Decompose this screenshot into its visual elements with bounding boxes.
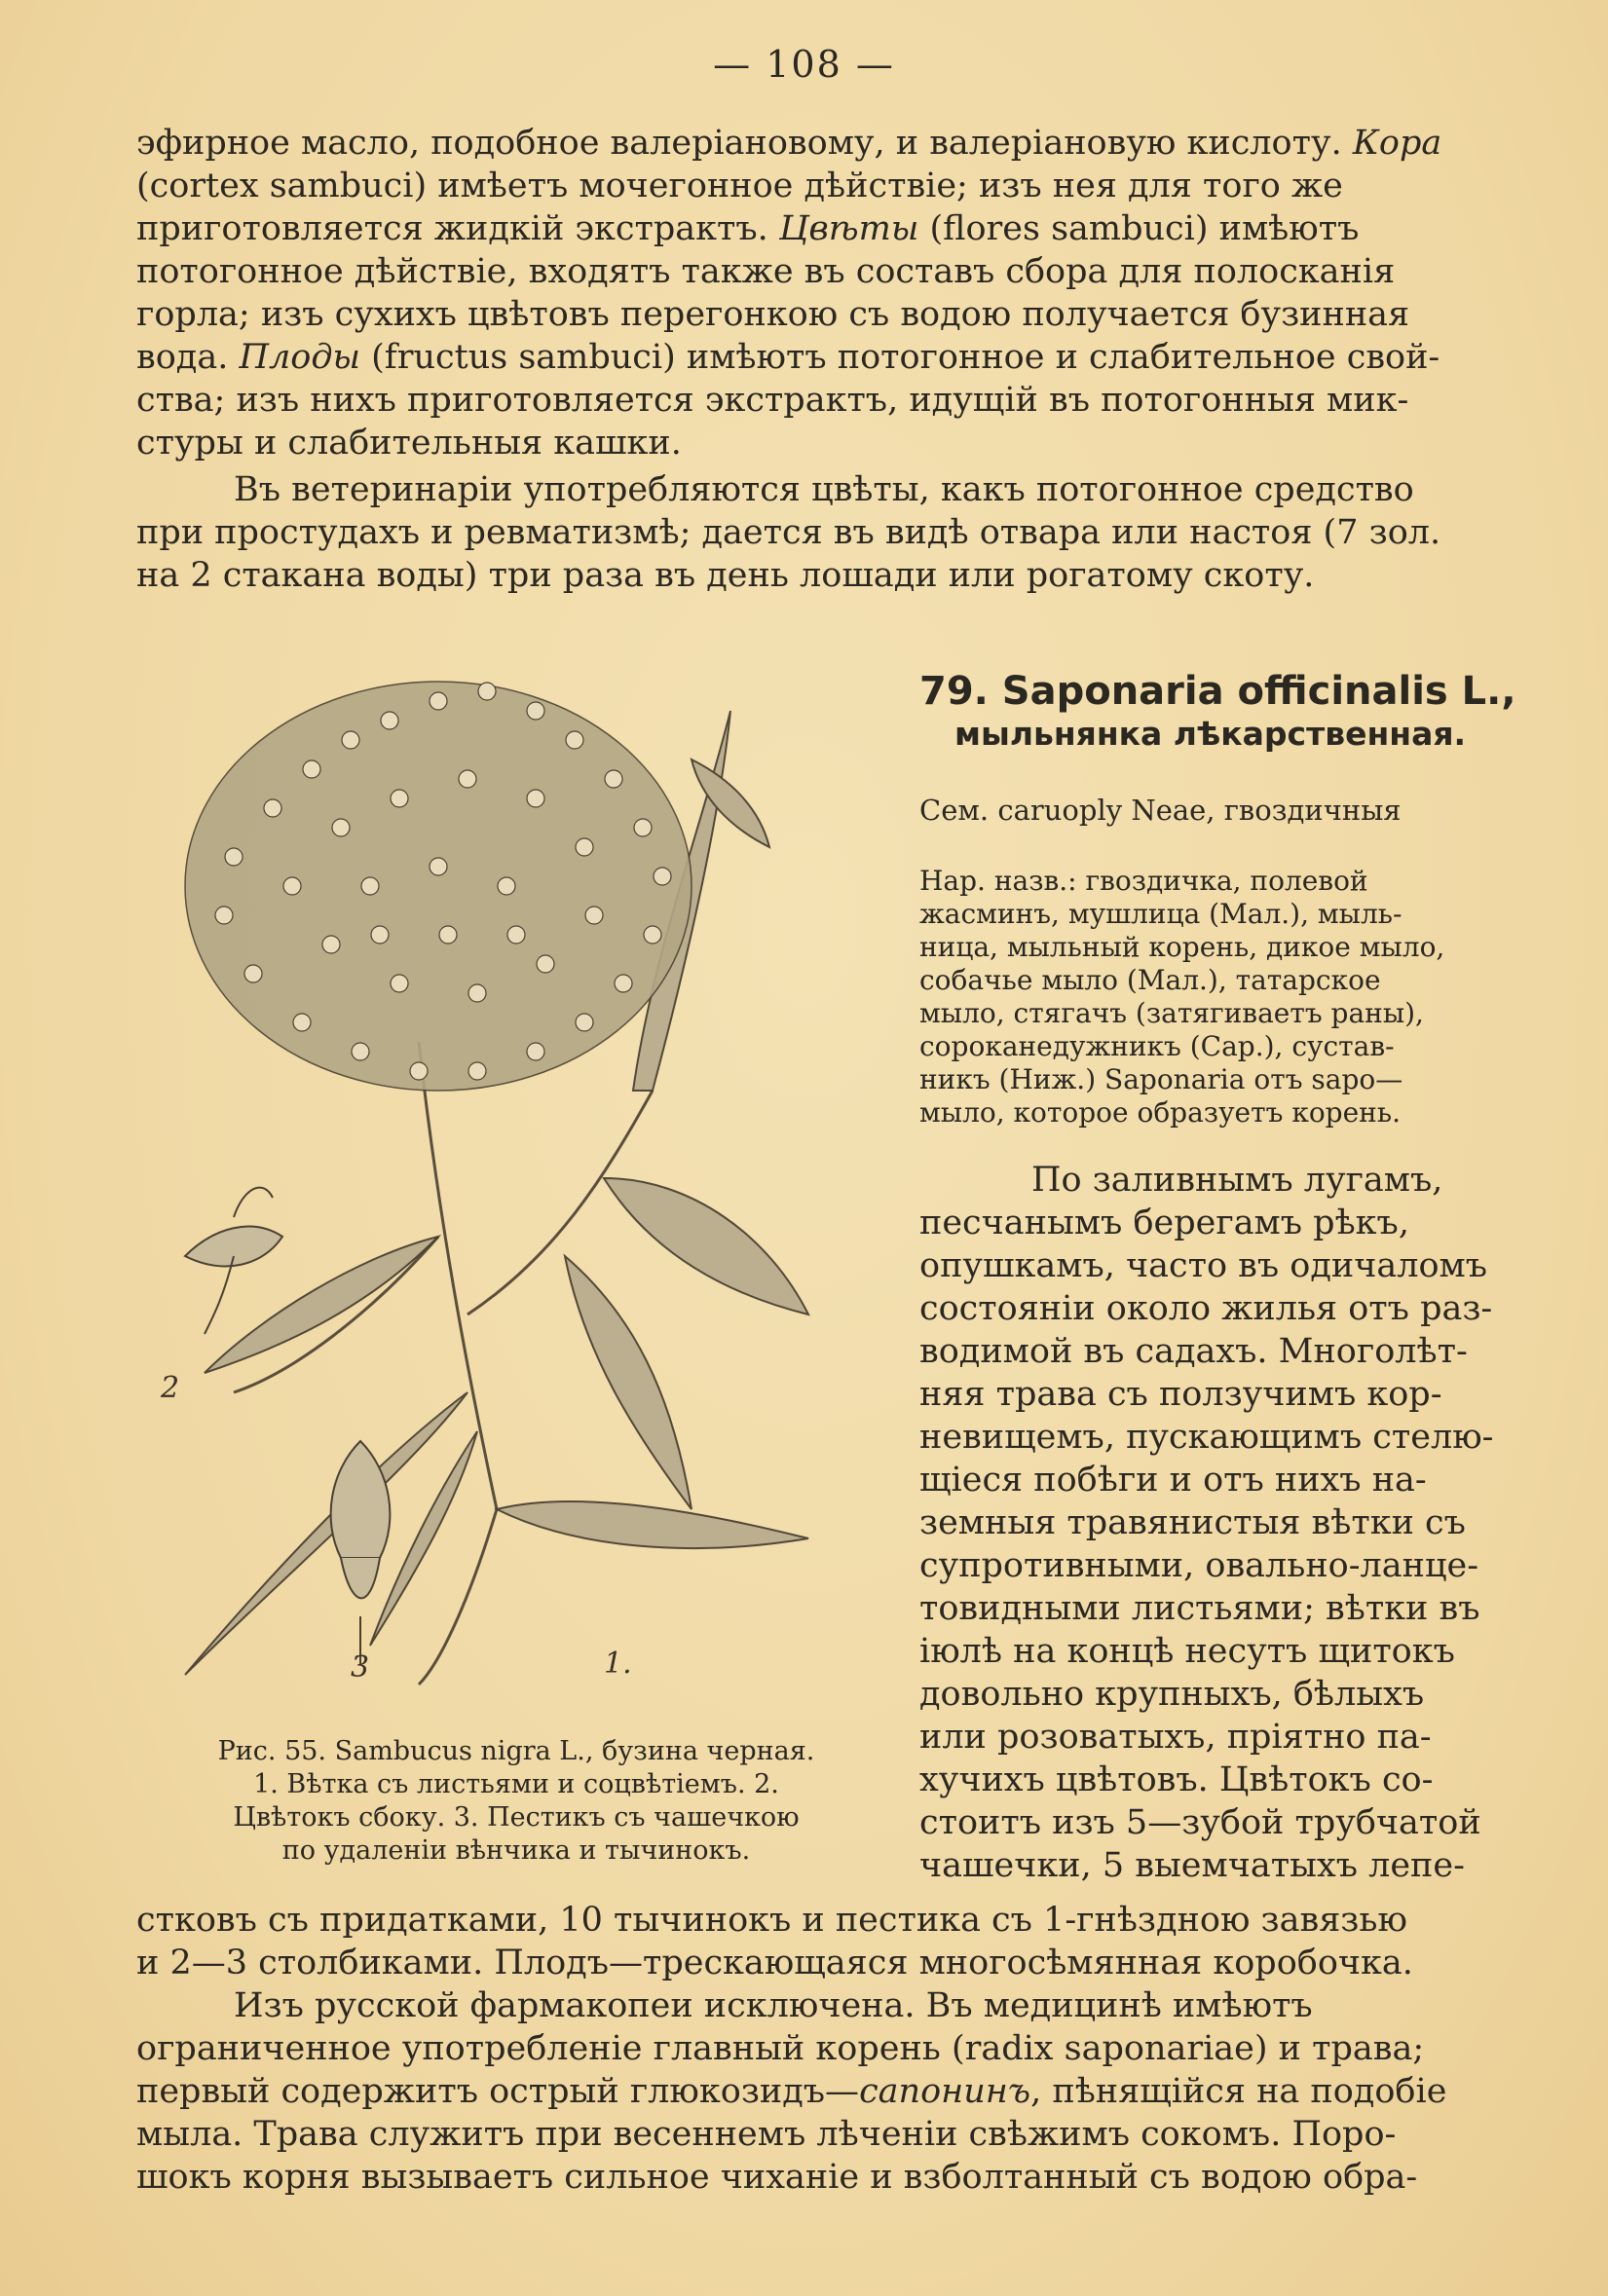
text-line: и 2—3 столбиками. Плодъ—трескающаяся многосѣмянная коробочка. <box>136 1944 1413 1982</box>
text-line: потогонное дѣйствіе, входятъ также въ составъ сбора для полосканія <box>136 252 1396 291</box>
title-line: 79. Saponaria officinalis L., <box>919 669 1516 714</box>
body-line: песчанымъ берегамъ рѣкъ, <box>919 1204 1409 1242</box>
text-line: ограниченное употребленіе главный корень (radix saponariae) и трава; <box>136 2029 1425 2068</box>
text-line: первый содержитъ острый глюкозидъ— <box>136 2072 860 2111</box>
figure-caption <box>146 1735 886 1868</box>
caption-line: 1. Вѣтка съ листьями и соцвѣтіемъ. 2. <box>253 1769 779 1799</box>
text-line: мыла. Трава служитъ при весеннемъ лѣченіи свѣжимъ сокомъ. Поро- <box>136 2115 1397 2154</box>
body-line: состояніи около жилья отъ раз- <box>919 1289 1493 1328</box>
body-line: товидными листьями; вѣтки въ <box>919 1589 1480 1628</box>
names-line: никъ (Ниж.) Saponaria отъ sapo— <box>919 1063 1403 1095</box>
flower-cluster <box>185 682 692 1091</box>
italic-term: Цвѣты <box>778 209 919 248</box>
text-line: (flores sambuci) имѣютъ <box>918 209 1360 248</box>
names-line: жасминъ, мушлица (Мал.), мыль- <box>919 898 1402 930</box>
body-line: довольно крупныхъ, бѣлыхъ <box>919 1675 1425 1714</box>
body-line: или розоватыхъ, пріятно па- <box>919 1718 1432 1757</box>
text-line: вода. <box>136 338 240 377</box>
bottom-paragraph <box>136 1899 1490 2199</box>
body-line: супротивными, овально-ланце- <box>919 1546 1479 1585</box>
article-body-column <box>919 1159 1499 1887</box>
veterinary-paragraph <box>136 468 1490 597</box>
sambucus-illustration <box>146 633 896 1723</box>
text-line: горла; изъ сухихъ цвѣтовъ перегонкою съ водою получается бузинная <box>136 295 1410 334</box>
italic-term: Кора <box>1352 124 1442 163</box>
intro-paragraph <box>136 122 1490 464</box>
body-line: чашечки, 5 выемчатыхъ лепе- <box>919 1846 1465 1885</box>
text-line: Изъ русской фармакопеи исключена. Въ медицинѣ имѣютъ <box>234 1986 1313 2025</box>
text-line: шокъ корня вызываетъ сильное чиханіе и взболтанный съ водою обра- <box>136 2158 1418 2197</box>
figure-label-1: 1. <box>604 1647 632 1681</box>
caption-line: Рис. 55. Sambucus nigra L., бузина черная. <box>217 1736 815 1766</box>
text-line: (fructus sambuci) имѣютъ потогонное и слабительное свой- <box>360 338 1440 377</box>
figure-label-3: 3 <box>351 1650 370 1685</box>
text-line: (cortex sambuci) имѣетъ мочегонное дѣйствіе; изъ нея для того же <box>136 167 1343 205</box>
body-line: стоитъ изъ 5—зубой трубчатой <box>919 1803 1481 1842</box>
text-line: эфирное масло, подобное валеріановому, и валеріановую кислоту. <box>136 124 1353 163</box>
text-line: стуры и слабительныя кашки. <box>136 424 682 463</box>
names-line: мыло, которое образуетъ корень. <box>919 1096 1401 1129</box>
caption-line: Цвѣтокъ сбоку. 3. Пестикъ съ чашечкою <box>233 1802 800 1833</box>
body-line: щіеся побѣги и отъ нихъ на- <box>919 1461 1427 1500</box>
names-line: Нар. назв.: гвоздичка, полевой <box>919 865 1368 897</box>
text-line: приготовляется жидкій экстрактъ. <box>136 209 779 248</box>
body-line: іюлѣ на концѣ несутъ щитокъ <box>919 1632 1455 1671</box>
text-line: при простудахъ и ревматизмѣ; дается въ видѣ отвара или настоя (7 зол. <box>136 513 1441 552</box>
figure-label-2: 2 <box>161 1371 180 1405</box>
names-line: мыло, стягачъ (затягиваетъ раны), <box>919 997 1424 1029</box>
family-line: Сем. caruoply Neae, гвоздичныя <box>919 794 1402 827</box>
page-number: — 108 — <box>713 43 895 86</box>
body-line: земныя травянистыя вѣтки съ <box>919 1503 1466 1542</box>
text-line: на 2 стакана воды) три раза въ день лошади или рогатому скоту. <box>136 556 1315 595</box>
names-line: сороканедужникъ (Сар.), сустав- <box>919 1030 1395 1062</box>
folk-names <box>919 865 1499 1129</box>
text-line: , пѣнящійся на подобіе <box>1030 2072 1447 2111</box>
names-line: ница, мыльный корень, дикое мыло, <box>919 931 1445 963</box>
italic-term: сапонинъ <box>859 2072 1031 2111</box>
body-line: няя трава съ ползучимъ кор- <box>919 1375 1442 1414</box>
body-line: водимой въ садахъ. Многолѣт- <box>919 1332 1468 1371</box>
side-flower-detail <box>185 1227 282 1267</box>
body-line: хучихъ цвѣтовъ. Цвѣтокъ со- <box>919 1760 1434 1799</box>
pistil-detail <box>331 1441 391 1558</box>
title-line: мыльнянка лѣкарственная. <box>954 715 1467 753</box>
text-line: стковъ съ придатками, 10 тычинокъ и пестика съ 1-гнѣздною завязью <box>136 1901 1407 1940</box>
body-line: По заливнымъ лугамъ, <box>1031 1161 1443 1200</box>
caption-line: по удаленіи вѣнчика и тычинокъ. <box>281 1835 751 1866</box>
text-line: Въ ветеринаріи употребляются цвѣты, какъ потогонное средство <box>234 470 1414 509</box>
article-title <box>919 669 1516 756</box>
body-line: невищемъ, пускающимъ стелю- <box>919 1418 1494 1457</box>
italic-term: Плоды <box>239 338 361 377</box>
main-stem <box>419 1042 497 1509</box>
body-line: опушкамъ, часто въ одичаломъ <box>919 1246 1488 1285</box>
text-line: ства; изъ нихъ приготовляется экстрактъ, идущій въ потогонныя мик- <box>136 381 1409 420</box>
names-line: собачье мыло (Мал.), татарское <box>919 964 1381 996</box>
